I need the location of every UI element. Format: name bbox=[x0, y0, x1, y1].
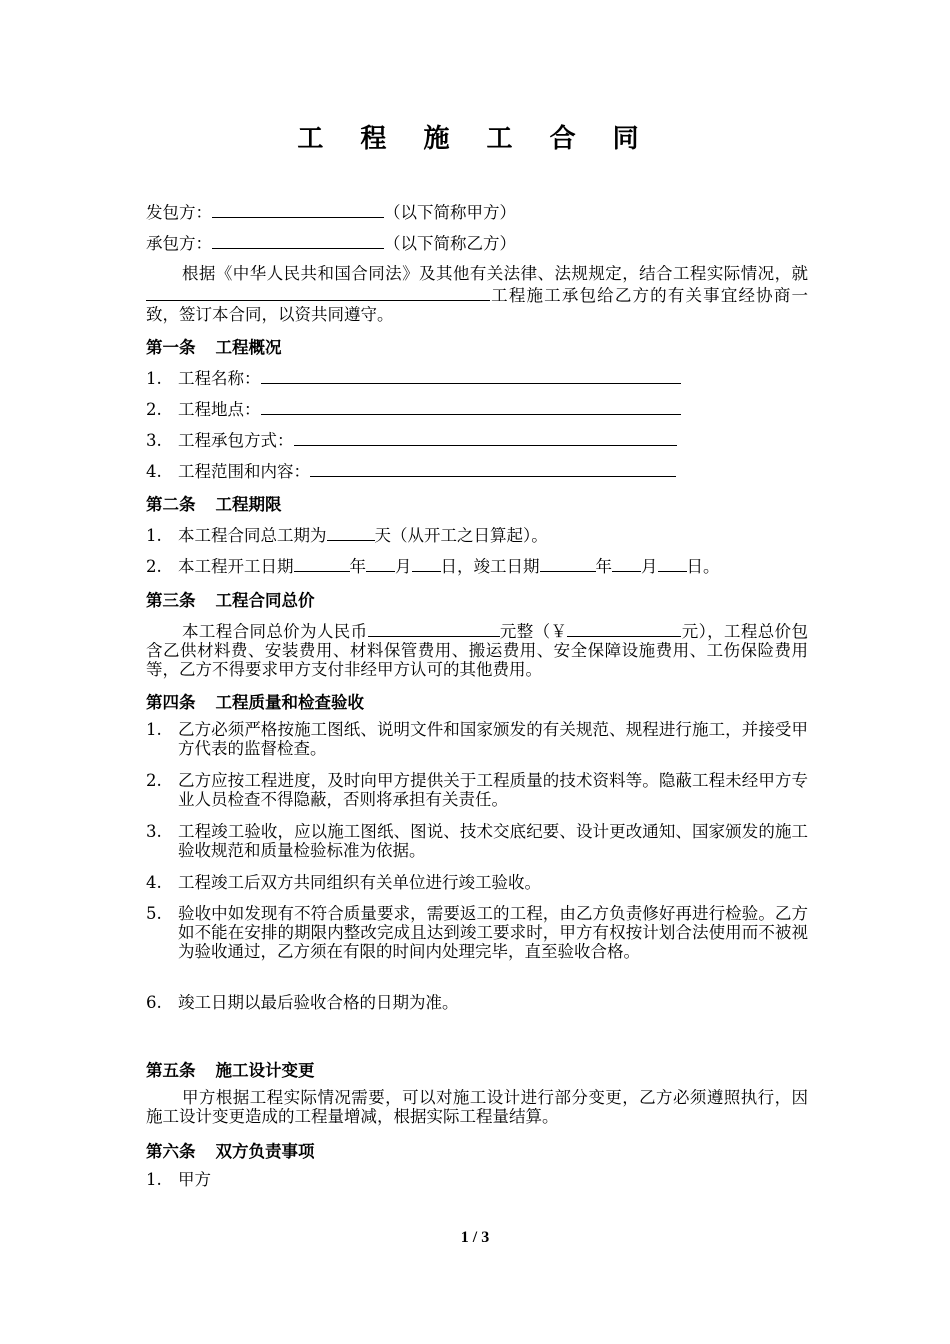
contractor-blank[interactable] bbox=[212, 231, 384, 249]
intro-paragraph bbox=[146, 264, 808, 324]
price-text-3: 元），工程总价包含乙供材料费、安装费用、材料保管费用、搬运费用、安全保障设施费用、工伤保险费用等，乙方不得要求甲方支付非经甲方认可的其他费用。 bbox=[146, 622, 809, 679]
article-4-title: 工程质量和检查验收 bbox=[215, 693, 364, 712]
employer-note: （以下简称甲方） bbox=[384, 203, 516, 222]
item-text: 工程竣工验收，应以施工图纸、图说、技术交底纪要、设计更改通知、国家颁发的施工验收规范和质量检验标准为依据。 bbox=[178, 822, 808, 860]
start-year-field[interactable] bbox=[294, 554, 350, 572]
duration-text-2: 天（从开工之日算起）。 bbox=[374, 526, 548, 545]
item-number: 3. bbox=[146, 822, 162, 841]
article-1-heading bbox=[146, 334, 282, 358]
month-label-2: 月 bbox=[641, 557, 658, 576]
start-date-label: 本工程开工日期 bbox=[178, 557, 294, 576]
article-6-heading bbox=[146, 1138, 315, 1162]
article-6-number: 第六条 bbox=[146, 1142, 196, 1161]
party-a-label: 甲方 bbox=[178, 1170, 211, 1189]
duration-line bbox=[146, 523, 548, 547]
project-name-blank[interactable] bbox=[146, 283, 490, 301]
price-text-2: 元整（￥ bbox=[499, 622, 568, 641]
article-5-paragraph: 甲方根据工程实际情况需要，可以对施工设计进行部分变更，乙方必须遵照执行，因施工设计变更造成的工程量增减，根据实际工程量结算。 bbox=[146, 1088, 808, 1126]
employer-label: 发包方： bbox=[146, 203, 212, 222]
list-item bbox=[146, 822, 808, 860]
price-figures-field[interactable] bbox=[567, 619, 681, 637]
item-number: 5. bbox=[146, 904, 162, 923]
article-5-title: 施工设计变更 bbox=[215, 1061, 315, 1080]
item-number: 2. bbox=[146, 400, 162, 419]
article-2-number: 第二条 bbox=[146, 495, 196, 514]
article-5-number: 第五条 bbox=[146, 1061, 196, 1080]
project-name-line bbox=[146, 366, 681, 390]
item-text: 竣工日期以最后验收合格的日期为准。 bbox=[178, 993, 459, 1012]
item-number: 1. bbox=[146, 1170, 162, 1189]
item-number: 3. bbox=[146, 431, 162, 450]
contract-mode-line bbox=[146, 428, 677, 452]
item-text: 工程竣工后双方共同组织有关单位进行竣工验收。 bbox=[178, 873, 541, 892]
page-number: 1 / 3 bbox=[460, 1229, 490, 1246]
article-3-heading bbox=[146, 587, 315, 611]
day-label-2: 日。 bbox=[686, 557, 720, 576]
item-number: 4. bbox=[146, 873, 162, 892]
article-4-number: 第四条 bbox=[146, 693, 196, 712]
year-label: 年 bbox=[349, 557, 366, 576]
intro-text-1: 根据《中华人民共和国合同法》及其他有关法律、法规规定，结合工程实际情况，就 bbox=[182, 264, 808, 283]
item-text: 乙方必须严格按施工图纸、说明文件和国家颁发的有关规范、规程进行施工，并接受甲方代表的监督检查。 bbox=[178, 720, 808, 758]
project-name-field[interactable] bbox=[261, 366, 681, 384]
item-number: 6. bbox=[146, 993, 162, 1012]
contract-mode-field[interactable] bbox=[294, 428, 677, 446]
employer-line bbox=[146, 200, 516, 224]
article-2-title: 工程期限 bbox=[215, 495, 282, 514]
article-3-paragraph bbox=[146, 619, 808, 679]
start-day-field[interactable] bbox=[412, 554, 441, 572]
article-2-heading bbox=[146, 491, 282, 515]
party-a-line bbox=[146, 1169, 211, 1191]
start-month-field[interactable] bbox=[366, 554, 395, 572]
item-number: 4. bbox=[146, 462, 162, 481]
list-item bbox=[146, 873, 808, 892]
end-day-field[interactable] bbox=[658, 554, 687, 572]
project-scope-line bbox=[146, 459, 676, 483]
list-item bbox=[146, 993, 808, 1012]
item-number: 1. bbox=[146, 720, 162, 739]
article-4-heading bbox=[146, 689, 364, 713]
duration-days-field[interactable] bbox=[327, 523, 375, 541]
item-number: 1. bbox=[146, 526, 162, 545]
article-3-title: 工程合同总价 bbox=[215, 591, 315, 610]
contractor-note: （以下简称乙方） bbox=[384, 234, 516, 253]
dates-line bbox=[146, 554, 720, 578]
project-location-line bbox=[146, 397, 681, 421]
item-number: 2. bbox=[146, 771, 162, 790]
month-label: 月 bbox=[395, 557, 412, 576]
project-location-label: 工程地点： bbox=[178, 400, 261, 419]
article-3-number: 第三条 bbox=[146, 591, 196, 610]
project-scope-label: 工程范围和内容： bbox=[178, 462, 310, 481]
price-words-field[interactable] bbox=[368, 619, 500, 637]
project-name-label: 工程名称： bbox=[178, 369, 261, 388]
article-1-number: 第一条 bbox=[146, 338, 196, 357]
list-item bbox=[146, 720, 808, 758]
article-6-title: 双方负责事项 bbox=[215, 1142, 315, 1161]
project-location-field[interactable] bbox=[261, 397, 681, 415]
year-label-2: 年 bbox=[595, 557, 612, 576]
item-text: 乙方应按工程进度，及时向甲方提供关于工程质量的技术资料等。隐蔽工程未经甲方专业人员检查不得隐蔽，否则将承担有关责任。 bbox=[178, 771, 808, 809]
price-text-1: 本工程合同总价为人民币 bbox=[182, 622, 368, 641]
employer-blank[interactable] bbox=[212, 200, 384, 218]
article-5-heading bbox=[146, 1057, 315, 1081]
item-number: 1. bbox=[146, 369, 162, 388]
contractor-label: 承包方： bbox=[146, 234, 212, 253]
list-item bbox=[146, 771, 808, 809]
contractor-line bbox=[146, 231, 516, 255]
end-year-field[interactable] bbox=[540, 554, 596, 572]
end-date-label: 日，竣工日期 bbox=[440, 557, 540, 576]
project-scope-field[interactable] bbox=[310, 459, 676, 477]
contract-title: 工 程 施 工 合 同 bbox=[297, 124, 653, 154]
contract-mode-label: 工程承包方式： bbox=[178, 431, 294, 450]
end-month-field[interactable] bbox=[612, 554, 641, 572]
article-1-title: 工程概况 bbox=[215, 338, 282, 357]
list-item bbox=[146, 904, 808, 961]
duration-text-1: 本工程合同总工期为 bbox=[178, 526, 327, 545]
item-number: 2. bbox=[146, 557, 162, 576]
intro-text-2: 工程施工承包给乙方的有关事宜经协商一致，签订本合同，以资共同遵守。 bbox=[146, 286, 808, 324]
item-text: 验收中如发现有不符合质量要求，需要返工的工程，由乙方负责修好再进行检验。乙方如不能在安排的期限内整改完成且达到竣工要求时，甲方有权按计划合法使用而不被视为验收通过，乙方须在有限的时间内处理完毕，直至验收合格。 bbox=[178, 904, 808, 961]
